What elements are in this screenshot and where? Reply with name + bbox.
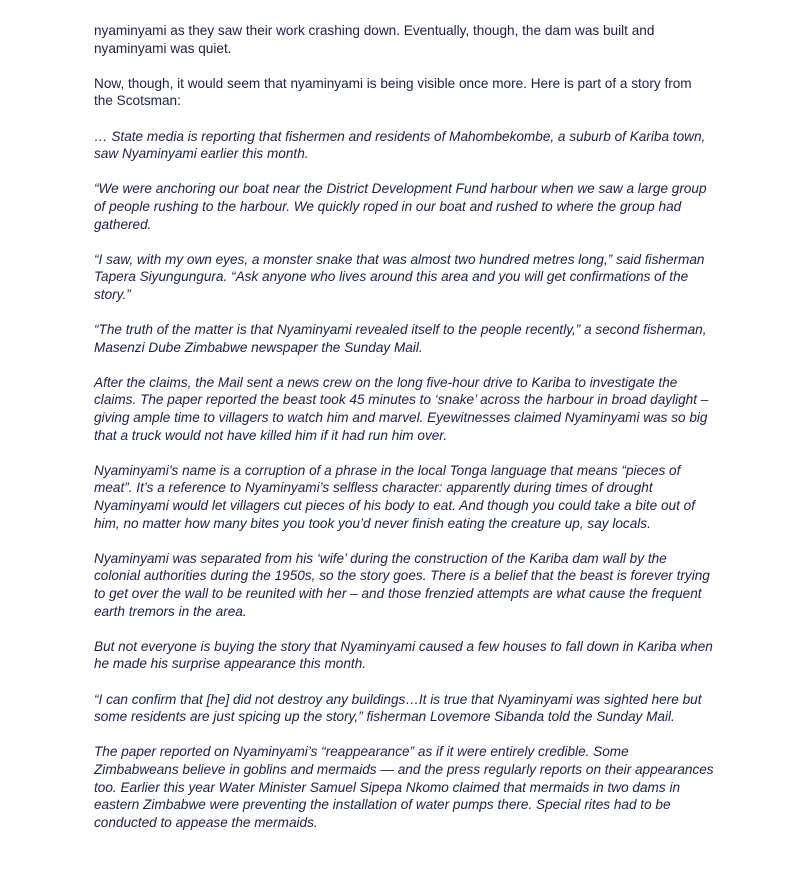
paragraph: Now, though, it would seem that nyaminyami is being visible once more. Here is part of a story from the Scotsman:: [94, 75, 692, 109]
quote-paragraph: Nyaminyami was separated from his ‘wife’ during the construction of the Kariba dam wall by the colonial authorities during the 1950s, so the story goes. There is a belief that the beast is forever trying to get over the wall to be reunited with her – and those frenzied attempts are what cause the frequent earth tremors in the area.: [94, 550, 710, 619]
quote-paragraph: “I saw, with my own eyes, a monster snake that was almost two hundred metres long,” said fisherman Tapera Siyungungura. “Ask anyone who lives around this area and you will get confirmations of the story.”: [94, 251, 705, 302]
quote-paragraph: “We were anchoring our boat near the District Development Fund harbour when we saw a large group of people rushing to the harbour. We quickly roped in our boat and rushed to where the group had gathered.: [94, 181, 707, 232]
paragraph: nyaminyami as they saw their work crashing down. Eventually, though, the dam was built and nyaminyami was quiet.: [94, 23, 655, 56]
quote-paragraph: … State media is reporting that fishermen and residents of Mahombekombe, a suburb of Kariba town, saw Nyaminyami earlier this month.: [94, 128, 706, 162]
quote-paragraph: The paper reported on Nyaminyami’s “reappearance” as if it were entirely credible. Some Zimbabweans believe in goblins and mermaids — and the press regularly reports on their appearances too. Earlier this year Water Minister Samuel Sipepa Nkomo claimed that mermaids in two dams in eastern Zimbabwe were preventing the installation of water pumps there. Special rites had to be conducted to appease the mermaids.: [94, 744, 714, 830]
quote-paragraph: But not everyone is buying the story that Nyaminyami caused a few houses to fall down in Kariba when he made his surprise appearance this month.: [94, 638, 713, 672]
quote-paragraph: “I can confirm that [he] did not destroy any buildings…It is true that Nyaminyami was sighted here but some residents are just spicing up the story,” fisherman Lovemore Sibanda told the Sunday Mail.: [94, 691, 702, 725]
quote-paragraph: “The truth of the matter is that Nyaminyami revealed itself to the people recently,” a second fisherman, Masenzi Dube Zimbabwe newspaper the Sunday Mail.: [94, 322, 707, 355]
quote-paragraph: Nyaminyami’s name is a corruption of a phrase in the local Tonga language that means “pieces of meat”. It’s a reference to Nyaminyami’s selfless character: apparently during times of drought Nyaminyami would let villagers cut pieces of his body to eat. And though you could take a bite out of him, no matter how many bites you took you’d never finish eating the creature up, say locals.: [94, 462, 695, 531]
document-page: [94, 22, 714, 849]
quote-paragraph: After the claims, the Mail sent a news crew on the long five-hour drive to Kariba to investigate the claims. The paper reported the beast took 45 minutes to ‘snake’ across the harbour in broad daylight – giving ample time to villagers to watch him and marvel. Eyewitnesses claimed Nyaminyami was so big that a truck would not have killed him if it had run him over.: [94, 374, 709, 443]
